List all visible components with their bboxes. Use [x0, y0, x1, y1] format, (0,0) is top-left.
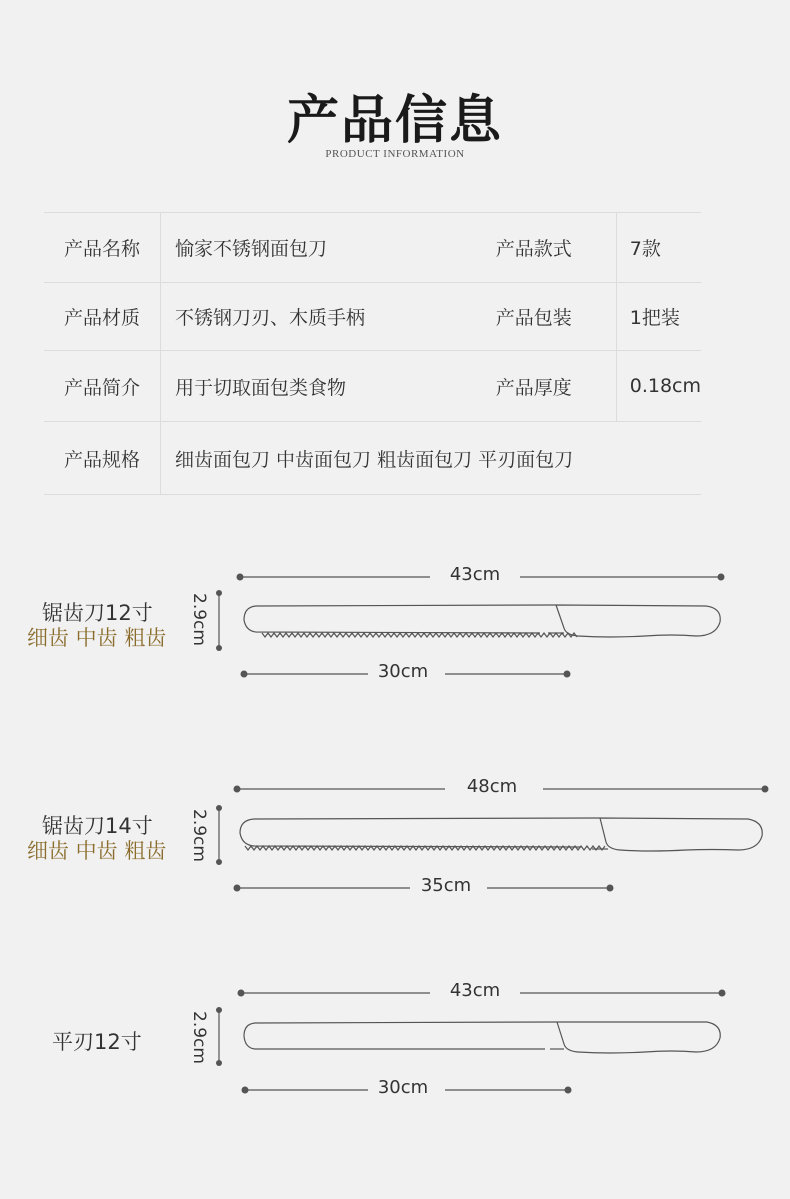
row-value: 愉家不锈钢面包刀	[175, 238, 328, 260]
knife-1-total-length: 43cm	[435, 564, 515, 585]
page-subtitle: PRODUCT INFORMATION	[325, 148, 465, 160]
row-key: 产品厚度	[495, 376, 572, 399]
knife-1-drawing	[219, 577, 721, 674]
row-value: 0.18cm	[616, 351, 701, 422]
knife-3-name: 平刃12寸	[52, 1030, 142, 1054]
knife-3-blade-length: 30cm	[368, 1077, 438, 1098]
knife-1-subtypes: 细齿 中齿 粗齿	[27, 626, 167, 650]
knife-3-total-length: 43cm	[435, 980, 515, 1001]
row-key: 产品包装	[495, 307, 572, 329]
knife-2-width: 2.9cm	[189, 809, 209, 862]
knife-1-name: 锯齿刀12寸	[42, 601, 153, 625]
row-value: 不锈钢刀刃、木质手柄	[175, 307, 366, 329]
knife-2-drawing	[219, 789, 765, 888]
row-value: 7款	[616, 213, 701, 283]
row-key: 产品名称	[44, 213, 161, 283]
knife-2-total-length: 48cm	[452, 776, 532, 797]
row-value: 细齿面包刀 中齿面包刀 粗齿面包刀 平刃面包刀	[175, 448, 574, 471]
page-title: 产品信息	[286, 90, 503, 151]
knife-3-width: 2.9cm	[189, 1011, 209, 1064]
row-value: 用于切取面包类食物	[175, 376, 347, 399]
knife-2-name: 锯齿刀14寸	[42, 814, 153, 838]
row-key: 产品款式	[495, 238, 572, 260]
row-value: 1把装	[616, 283, 701, 351]
knife-3-drawing	[219, 993, 722, 1090]
row-key: 产品规格	[44, 422, 161, 495]
row-key: 产品简介	[44, 351, 161, 422]
knife-1-width: 2.9cm	[189, 593, 209, 646]
knife-2-subtypes: 细齿 中齿 粗齿	[27, 839, 167, 863]
row-key: 产品材质	[44, 283, 161, 351]
knife-1-blade-length: 30cm	[368, 661, 438, 682]
knife-2-blade-length: 35cm	[410, 875, 482, 896]
